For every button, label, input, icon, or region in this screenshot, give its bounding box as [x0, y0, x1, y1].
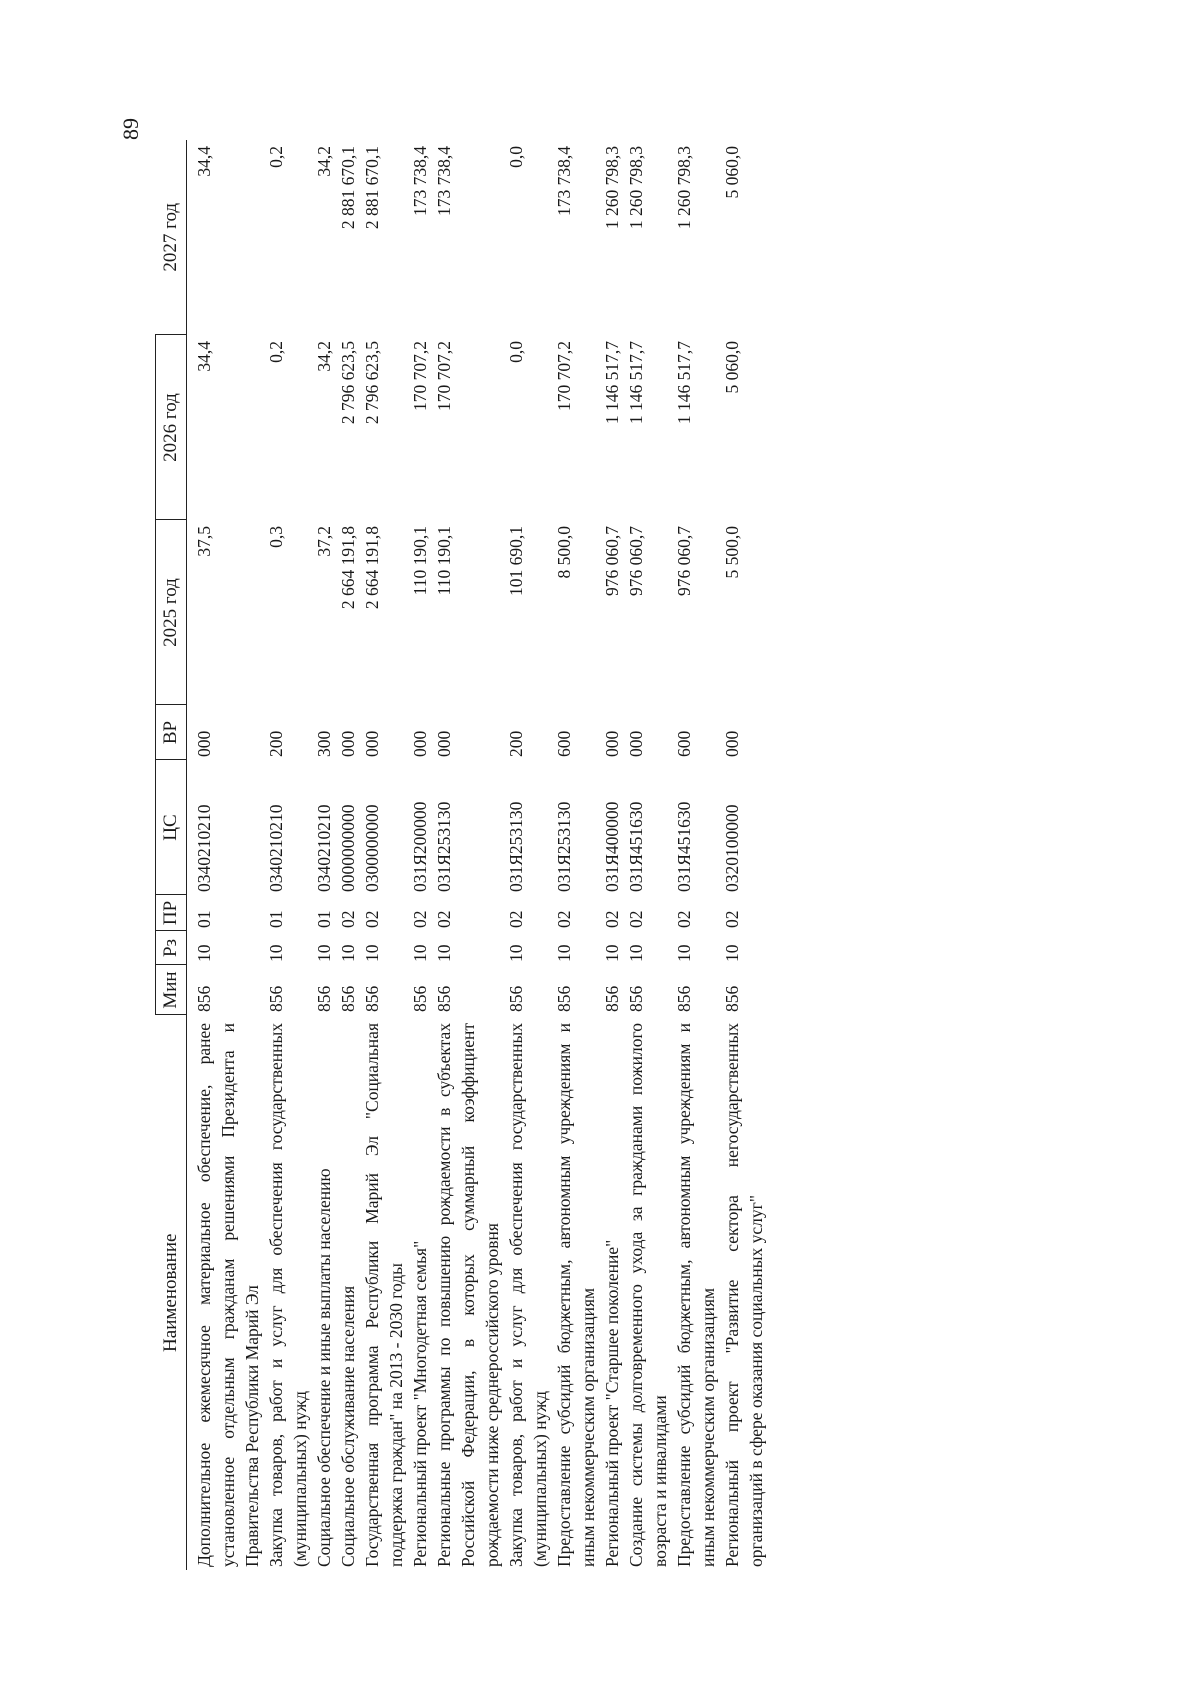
header-2027: 2027 год: [156, 140, 187, 335]
row-2025: 976 060,7: [626, 526, 646, 596]
row-2025: 110 190,1: [410, 526, 430, 596]
row-2025: 976 060,7: [602, 526, 622, 596]
header-min: Мин: [156, 965, 187, 1015]
row-rz: 10: [506, 944, 526, 962]
row-2027: 2 881 670,1: [362, 146, 382, 230]
table-row: [720, 140, 768, 1570]
row-2025: 5 500,0: [722, 526, 742, 579]
header-pr: ПР: [156, 895, 187, 931]
row-2027: 2 881 670,1: [338, 146, 358, 230]
header-2026: 2026 год: [156, 335, 187, 520]
row-rz: 10: [434, 944, 454, 962]
row-name: Дополнительное ежемесячное материальное обеспечение, ранее установленное отдельным гражданам решениями Президента и Правительства Республики Марий Эл: [194, 1023, 262, 1567]
row-pr: 02: [338, 910, 358, 928]
row-cs: 031Я200000: [410, 801, 430, 892]
row-name: Государственная программа Республики Марий Эл "Социальная поддержка граждан" на 2013 - 2030 годы: [362, 1023, 406, 1567]
row-2027: 173 738,4: [554, 146, 574, 216]
row-pr: 02: [602, 910, 622, 928]
row-rz: 10: [554, 944, 574, 962]
row-2027: 34,2: [314, 146, 334, 177]
row-rz: 10: [410, 944, 430, 962]
page-number: 89: [118, 118, 143, 140]
row-min: 856: [674, 985, 694, 1012]
row-2027: 0,0: [506, 146, 526, 168]
row-min: 856: [362, 985, 382, 1012]
row-rz: 10: [602, 944, 622, 962]
row-vr: 600: [554, 730, 574, 757]
row-2026: 1 146 517,7: [626, 341, 646, 425]
row-name: Региональный проект "Многодетная семья": [410, 1240, 430, 1567]
row-cs: 031Я400000: [602, 801, 622, 892]
table-row: [432, 140, 504, 1570]
row-rz: 10: [722, 944, 742, 962]
row-name: Региональный проект "Развитие сектора негосударственных организаций в сфере оказания социальных услуг": [722, 1023, 766, 1567]
header-2025: 2025 год: [156, 520, 187, 705]
row-cs: 0320100000: [722, 804, 742, 892]
row-2027: 1 260 798,3: [674, 146, 694, 230]
row-min: 856: [722, 985, 742, 1012]
table-header: [156, 140, 187, 1570]
row-min: 856: [314, 985, 334, 1012]
row-vr: 000: [362, 730, 382, 757]
row-2027: 34,4: [194, 146, 214, 177]
row-vr: 000: [722, 730, 742, 757]
row-pr: 02: [410, 910, 430, 928]
row-vr: 000: [626, 730, 646, 757]
table-row: [408, 140, 432, 1570]
row-cs: 0000000000: [338, 804, 358, 892]
row-vr: 000: [602, 730, 622, 757]
row-2026: 170 707,2: [434, 341, 454, 411]
row-2027: 5 060,0: [722, 146, 742, 199]
row-cs: 0340210210: [314, 804, 334, 892]
row-2026: 34,2: [314, 341, 334, 372]
row-2026: 5 060,0: [722, 341, 742, 394]
row-2025: 101 690,1: [506, 526, 526, 596]
row-name: Региональный проект "Старшее поколение": [602, 1239, 622, 1567]
header-rz: Рз: [156, 931, 187, 965]
row-rz: 10: [626, 944, 646, 962]
row-2026: 0,2: [266, 341, 286, 363]
table-row: [600, 140, 624, 1570]
row-vr: 000: [194, 730, 214, 757]
row-cs: 0300000000: [362, 804, 382, 892]
row-pr: 02: [554, 910, 574, 928]
row-vr: 300: [314, 730, 334, 757]
row-pr: 02: [626, 910, 646, 928]
row-2026: 2 796 623,5: [362, 341, 382, 425]
row-min: 856: [626, 985, 646, 1012]
row-2026: 1 146 517,7: [602, 341, 622, 425]
row-vr: 000: [434, 730, 454, 757]
table-row: [672, 140, 720, 1570]
row-pr: 02: [434, 910, 454, 928]
table-body: [187, 140, 769, 1570]
row-cs: 0340210210: [266, 804, 286, 892]
table-row: [360, 140, 408, 1570]
row-2027: 0,2: [266, 146, 286, 168]
row-pr: 02: [506, 910, 526, 928]
row-2025: 37,5: [194, 526, 214, 557]
row-min: 856: [266, 985, 286, 1012]
row-name: Региональные программы по повышению рождаемости в субъектах Российской Федерации, в которых суммарный коэффициент рождаемости ниже среднероссийского уровня: [434, 1023, 502, 1567]
row-name: Создание системы долговременного ухода за гражданами пожилого возраста и инвалидами: [626, 1023, 670, 1567]
row-2025: 8 500,0: [554, 526, 574, 579]
row-rz: 10: [194, 944, 214, 962]
row-2026: 2 796 623,5: [338, 341, 358, 425]
table-row: [504, 140, 552, 1570]
row-2025: 37,2: [314, 526, 334, 557]
row-rz: 10: [314, 944, 334, 962]
row-2027: 1 260 798,3: [626, 146, 646, 230]
row-rz: 10: [362, 944, 382, 962]
row-2025: 976 060,7: [674, 526, 694, 596]
row-min: 856: [194, 985, 214, 1012]
table-row: [264, 140, 312, 1570]
row-2026: 170 707,2: [410, 341, 430, 411]
row-pr: 01: [266, 910, 286, 928]
row-min: 856: [338, 985, 358, 1012]
row-cs: 031Я253130: [506, 801, 526, 892]
row-pr: 01: [194, 910, 214, 928]
row-2026: 0,0: [506, 341, 526, 363]
row-name: Предоставление субсидий бюджетным, автономным учреждениям и иным некоммерческим организациям: [554, 1023, 598, 1567]
header-cs: ЦС: [156, 760, 187, 895]
row-cs: 031Я253130: [554, 801, 574, 892]
row-2027: 1 260 798,3: [602, 146, 622, 230]
header-name: Наименование: [156, 1015, 187, 1570]
row-vr: 600: [674, 730, 694, 757]
row-vr: 200: [506, 730, 526, 757]
row-cs: 0340210210: [194, 804, 214, 892]
row-pr: 02: [362, 910, 382, 928]
row-min: 856: [602, 985, 622, 1012]
row-min: 856: [410, 985, 430, 1012]
row-name: Закупка товаров, работ и услуг для обеспечения государственных (муниципальных) нужд: [506, 1023, 550, 1567]
row-rz: 10: [338, 944, 358, 962]
table-row: [624, 140, 672, 1570]
row-cs: 031Я253130: [434, 801, 454, 892]
header-vr: ВР: [156, 705, 187, 760]
table-row: [336, 140, 360, 1570]
table-row: [187, 140, 265, 1570]
row-rz: 10: [266, 944, 286, 962]
row-name: Социальное обеспечение и иные выплаты населению: [314, 1168, 334, 1567]
row-min: 856: [554, 985, 574, 1012]
rotated-page-content: [155, 140, 935, 1570]
row-name: Социальное обслуживание населения: [338, 1285, 358, 1567]
row-2026: 170 707,2: [554, 341, 574, 411]
row-name: Закупка товаров, работ и услуг для обеспечения государственных (муниципальных) нужд: [266, 1023, 310, 1567]
row-name: Предоставление субсидий бюджетным, автономным учреждениям и иным некоммерческим организациям: [674, 1023, 718, 1567]
row-2027: 173 738,4: [434, 146, 454, 216]
row-2025: 0,3: [266, 526, 286, 548]
row-pr: 01: [314, 910, 334, 928]
row-2026: 34,4: [194, 341, 214, 372]
row-vr: 000: [410, 730, 430, 757]
row-2025: 2 664 191,8: [338, 526, 358, 610]
row-cs: 031Я451630: [674, 801, 694, 892]
row-rz: 10: [674, 944, 694, 962]
row-2025: 110 190,1: [434, 526, 454, 596]
row-pr: 02: [722, 910, 742, 928]
row-2026: 1 146 517,7: [674, 341, 694, 425]
row-vr: 200: [266, 730, 286, 757]
row-cs: 031Я451630: [626, 801, 646, 892]
row-pr: 02: [674, 910, 694, 928]
row-min: 856: [434, 985, 454, 1012]
row-vr: 000: [338, 730, 358, 757]
row-2025: 2 664 191,8: [362, 526, 382, 610]
table-row: [312, 140, 336, 1570]
row-min: 856: [506, 985, 526, 1012]
budget-table: [155, 140, 768, 1570]
row-2027: 173 738,4: [410, 146, 430, 216]
table-row: [552, 140, 600, 1570]
